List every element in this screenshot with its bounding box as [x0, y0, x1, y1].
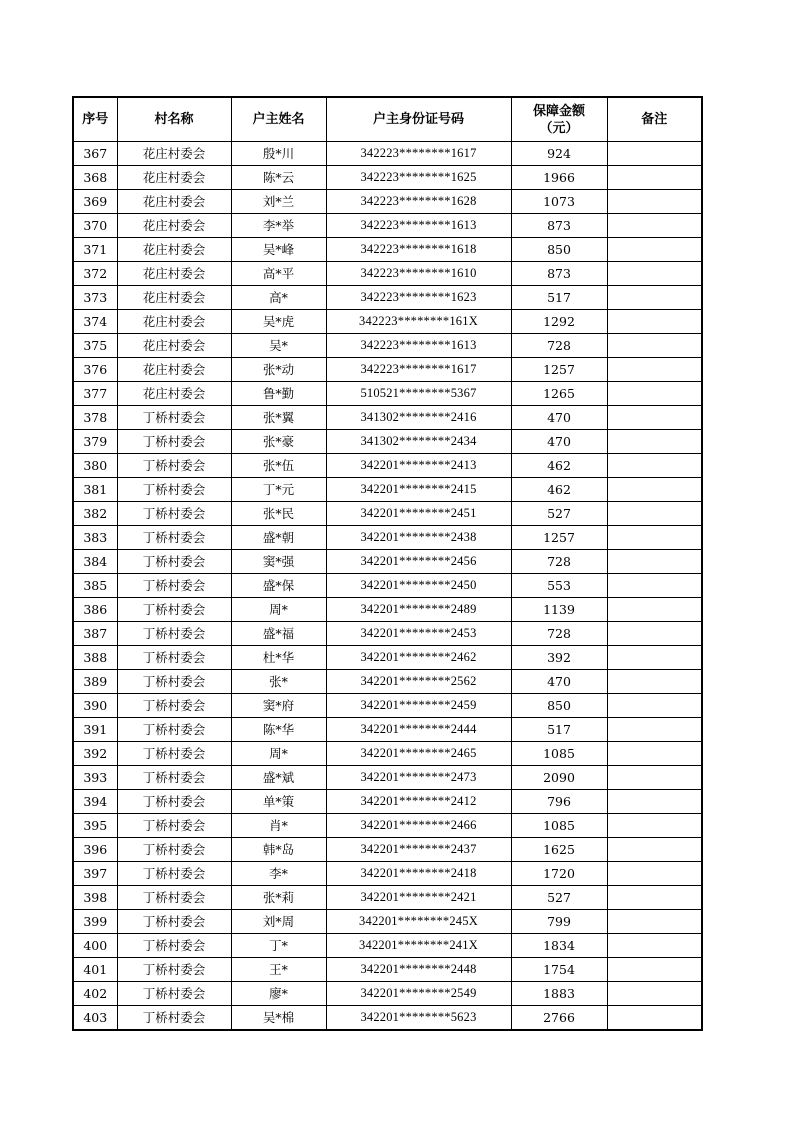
village-cell: 花庄村委会 [117, 334, 231, 358]
seq-cell: 373 [73, 286, 117, 310]
seq-cell: 374 [73, 310, 117, 334]
amount-cell: 1257 [511, 358, 607, 382]
head-name-cell: 盛*福 [231, 622, 326, 646]
remark-cell [607, 670, 702, 694]
village-cell: 丁桥村委会 [117, 790, 231, 814]
village-cell: 丁桥村委会 [117, 598, 231, 622]
id-number-cell: 342223********161X [326, 310, 511, 334]
village-cell: 丁桥村委会 [117, 1006, 231, 1031]
amount-cell: 1625 [511, 838, 607, 862]
table-row [73, 406, 702, 430]
amount-cell: 873 [511, 214, 607, 238]
header-amount-line2: （元） [539, 120, 579, 136]
amount-cell: 527 [511, 502, 607, 526]
village-cell: 丁桥村委会 [117, 886, 231, 910]
seq-cell: 384 [73, 550, 117, 574]
seq-cell: 375 [73, 334, 117, 358]
head-name-cell: 张*动 [231, 358, 326, 382]
village-cell: 花庄村委会 [117, 214, 231, 238]
remark-cell [607, 406, 702, 430]
seq-cell: 381 [73, 478, 117, 502]
remark-cell [607, 238, 702, 262]
village-cell: 丁桥村委会 [117, 982, 231, 1006]
village-cell: 丁桥村委会 [117, 430, 231, 454]
amount-cell: 1257 [511, 526, 607, 550]
seq-cell: 383 [73, 526, 117, 550]
village-cell: 花庄村委会 [117, 142, 231, 166]
table-row [73, 382, 702, 406]
remark-cell [607, 166, 702, 190]
id-number-cell: 342201********2418 [326, 862, 511, 886]
seq-cell: 378 [73, 406, 117, 430]
remark-cell [607, 958, 702, 982]
id-number-cell: 342201********2466 [326, 814, 511, 838]
village-cell: 丁桥村委会 [117, 934, 231, 958]
seq-cell: 382 [73, 502, 117, 526]
remark-cell [607, 454, 702, 478]
seq-cell: 403 [73, 1006, 117, 1031]
amount-cell: 1139 [511, 598, 607, 622]
head-name-cell: 杜*华 [231, 646, 326, 670]
remark-cell [607, 358, 702, 382]
table-row [73, 502, 702, 526]
remark-cell [607, 286, 702, 310]
seq-cell: 372 [73, 262, 117, 286]
table-row [73, 838, 702, 862]
seq-cell: 397 [73, 862, 117, 886]
village-cell: 丁桥村委会 [117, 718, 231, 742]
village-cell: 花庄村委会 [117, 358, 231, 382]
village-cell: 丁桥村委会 [117, 814, 231, 838]
head-name-cell: 高*平 [231, 262, 326, 286]
amount-cell: 850 [511, 694, 607, 718]
amount-cell: 2090 [511, 766, 607, 790]
id-number-cell: 342201********2473 [326, 766, 511, 790]
seq-cell: 370 [73, 214, 117, 238]
seq-cell: 393 [73, 766, 117, 790]
table-row [73, 958, 702, 982]
table-row [73, 550, 702, 574]
id-number-cell: 342201********2444 [326, 718, 511, 742]
remark-cell [607, 382, 702, 406]
remark-cell [607, 886, 702, 910]
village-cell: 丁桥村委会 [117, 910, 231, 934]
head-name-cell: 吴*棉 [231, 1006, 326, 1031]
table-row [73, 190, 702, 214]
seq-cell: 380 [73, 454, 117, 478]
head-name-cell: 周* [231, 598, 326, 622]
seq-cell: 389 [73, 670, 117, 694]
amount-cell: 470 [511, 670, 607, 694]
id-number-cell: 342201********2562 [326, 670, 511, 694]
remark-cell [607, 766, 702, 790]
table-row [73, 262, 702, 286]
remark-cell [607, 910, 702, 934]
id-number-cell: 342201********2462 [326, 646, 511, 670]
header-village: 村名称 [117, 97, 231, 142]
table-row [73, 1006, 702, 1031]
table-row [73, 334, 702, 358]
id-number-cell: 341302********2434 [326, 430, 511, 454]
remark-cell [607, 982, 702, 1006]
table-row [73, 310, 702, 334]
id-number-cell: 342201********2456 [326, 550, 511, 574]
id-number-cell: 342223********1617 [326, 358, 511, 382]
village-cell: 丁桥村委会 [117, 862, 231, 886]
table-row [73, 934, 702, 958]
village-cell: 丁桥村委会 [117, 406, 231, 430]
remark-cell [607, 526, 702, 550]
remark-cell [607, 478, 702, 502]
head-name-cell: 廖* [231, 982, 326, 1006]
amount-cell: 517 [511, 718, 607, 742]
seq-cell: 385 [73, 574, 117, 598]
amount-cell: 1966 [511, 166, 607, 190]
id-number-cell: 342201********2465 [326, 742, 511, 766]
amount-cell: 462 [511, 478, 607, 502]
id-number-cell: 342223********1613 [326, 334, 511, 358]
id-number-cell: 342201********2413 [326, 454, 511, 478]
amount-cell: 1085 [511, 742, 607, 766]
id-number-cell: 342201********2453 [326, 622, 511, 646]
id-number-cell: 342223********1610 [326, 262, 511, 286]
id-number-cell: 342201********245X [326, 910, 511, 934]
id-number-cell: 342201********2549 [326, 982, 511, 1006]
id-number-cell: 342201********5623 [326, 1006, 511, 1031]
seq-cell: 376 [73, 358, 117, 382]
head-name-cell: 单*策 [231, 790, 326, 814]
amount-cell: 470 [511, 406, 607, 430]
table-row [73, 454, 702, 478]
amount-cell: 517 [511, 286, 607, 310]
id-number-cell: 342223********1628 [326, 190, 511, 214]
seq-cell: 367 [73, 142, 117, 166]
remark-cell [607, 646, 702, 670]
id-number-cell: 342223********1623 [326, 286, 511, 310]
table-row [73, 718, 702, 742]
table-row [73, 790, 702, 814]
village-cell: 丁桥村委会 [117, 478, 231, 502]
seq-cell: 391 [73, 718, 117, 742]
amount-cell: 2766 [511, 1006, 607, 1031]
id-number-cell: 342201********2415 [326, 478, 511, 502]
seq-cell: 402 [73, 982, 117, 1006]
head-name-cell: 王* [231, 958, 326, 982]
head-name-cell: 刘*周 [231, 910, 326, 934]
village-cell: 丁桥村委会 [117, 454, 231, 478]
head-name-cell: 李*举 [231, 214, 326, 238]
table-row [73, 214, 702, 238]
amount-cell: 1720 [511, 862, 607, 886]
id-number-cell: 342201********2438 [326, 526, 511, 550]
seq-cell: 390 [73, 694, 117, 718]
village-cell: 丁桥村委会 [117, 670, 231, 694]
village-cell: 丁桥村委会 [117, 550, 231, 574]
id-number-cell: 342201********2451 [326, 502, 511, 526]
remark-cell [607, 790, 702, 814]
head-name-cell: 丁*元 [231, 478, 326, 502]
remark-cell [607, 934, 702, 958]
id-number-cell: 342201********2437 [326, 838, 511, 862]
remark-cell [607, 142, 702, 166]
seq-cell: 395 [73, 814, 117, 838]
head-name-cell: 张*翼 [231, 406, 326, 430]
seq-cell: 396 [73, 838, 117, 862]
head-name-cell: 李* [231, 862, 326, 886]
id-number-cell: 342201********2459 [326, 694, 511, 718]
table-body [73, 142, 702, 1031]
head-name-cell: 窦*强 [231, 550, 326, 574]
remark-cell [607, 814, 702, 838]
seq-cell: 369 [73, 190, 117, 214]
amount-cell: 728 [511, 550, 607, 574]
amount-cell: 553 [511, 574, 607, 598]
remark-cell [607, 598, 702, 622]
head-name-cell: 张* [231, 670, 326, 694]
village-cell: 丁桥村委会 [117, 622, 231, 646]
table-row [73, 430, 702, 454]
head-name-cell: 盛*朝 [231, 526, 326, 550]
table-row [73, 766, 702, 790]
head-name-cell: 陈*云 [231, 166, 326, 190]
remark-cell [607, 262, 702, 286]
amount-cell: 1883 [511, 982, 607, 1006]
village-cell: 花庄村委会 [117, 382, 231, 406]
header-seq: 序号 [73, 97, 117, 142]
head-name-cell: 肖* [231, 814, 326, 838]
head-name-cell: 陈*华 [231, 718, 326, 742]
remark-cell [607, 190, 702, 214]
remark-cell [607, 334, 702, 358]
amount-cell: 1073 [511, 190, 607, 214]
header-amount-line1: 保障金额 [532, 103, 585, 119]
table-row [73, 142, 702, 166]
seq-cell: 400 [73, 934, 117, 958]
table-row [73, 166, 702, 190]
table-row [73, 286, 702, 310]
remark-cell [607, 742, 702, 766]
table-row [73, 238, 702, 262]
amount-cell: 1265 [511, 382, 607, 406]
head-name-cell: 张*伍 [231, 454, 326, 478]
seq-cell: 387 [73, 622, 117, 646]
amount-cell: 1085 [511, 814, 607, 838]
amount-cell: 728 [511, 622, 607, 646]
remark-cell [607, 550, 702, 574]
remark-cell [607, 862, 702, 886]
village-cell: 丁桥村委会 [117, 526, 231, 550]
table-row [73, 862, 702, 886]
village-cell: 丁桥村委会 [117, 958, 231, 982]
id-number-cell: 342201********2489 [326, 598, 511, 622]
amount-cell: 462 [511, 454, 607, 478]
village-cell: 丁桥村委会 [117, 502, 231, 526]
table-row [73, 622, 702, 646]
id-number-cell: 510521********5367 [326, 382, 511, 406]
seq-cell: 392 [73, 742, 117, 766]
id-number-cell: 342223********1625 [326, 166, 511, 190]
id-number-cell: 341302********2416 [326, 406, 511, 430]
head-name-cell: 张*莉 [231, 886, 326, 910]
table-header [73, 97, 702, 142]
table-row [73, 814, 702, 838]
village-cell: 丁桥村委会 [117, 766, 231, 790]
head-name-cell: 吴*虎 [231, 310, 326, 334]
seq-cell: 388 [73, 646, 117, 670]
table-row [73, 982, 702, 1006]
remark-cell [607, 574, 702, 598]
seq-cell: 377 [73, 382, 117, 406]
amount-cell: 850 [511, 238, 607, 262]
head-name-cell: 韩*岛 [231, 838, 326, 862]
seq-cell: 379 [73, 430, 117, 454]
head-name-cell: 高* [231, 286, 326, 310]
header-id-number: 户主身份证号码 [326, 97, 511, 142]
amount-cell: 1834 [511, 934, 607, 958]
head-name-cell: 殷*川 [231, 142, 326, 166]
village-cell: 花庄村委会 [117, 310, 231, 334]
header-row [73, 97, 702, 142]
head-name-cell: 周* [231, 742, 326, 766]
seq-cell: 394 [73, 790, 117, 814]
village-cell: 丁桥村委会 [117, 694, 231, 718]
head-name-cell: 鲁*勤 [231, 382, 326, 406]
remark-cell [607, 694, 702, 718]
village-cell: 花庄村委会 [117, 238, 231, 262]
village-cell: 花庄村委会 [117, 286, 231, 310]
seq-cell: 386 [73, 598, 117, 622]
amount-cell: 392 [511, 646, 607, 670]
village-cell: 花庄村委会 [117, 166, 231, 190]
seq-cell: 401 [73, 958, 117, 982]
table-row [73, 478, 702, 502]
remark-cell [607, 430, 702, 454]
table-row [73, 358, 702, 382]
village-cell: 花庄村委会 [117, 190, 231, 214]
table-row [73, 574, 702, 598]
remark-cell [607, 838, 702, 862]
id-number-cell: 342201********2412 [326, 790, 511, 814]
head-name-cell: 吴*峰 [231, 238, 326, 262]
table-row [73, 910, 702, 934]
id-number-cell: 342201********2448 [326, 958, 511, 982]
remark-cell [607, 214, 702, 238]
seq-cell: 371 [73, 238, 117, 262]
head-name-cell: 盛*斌 [231, 766, 326, 790]
village-cell: 丁桥村委会 [117, 838, 231, 862]
head-name-cell: 窦*府 [231, 694, 326, 718]
table-row [73, 886, 702, 910]
head-name-cell: 张*民 [231, 502, 326, 526]
remark-cell [607, 718, 702, 742]
header-amount [511, 97, 607, 142]
table-row [73, 742, 702, 766]
remark-cell [607, 1006, 702, 1031]
id-number-cell: 342223********1618 [326, 238, 511, 262]
seq-cell: 398 [73, 886, 117, 910]
seq-cell: 399 [73, 910, 117, 934]
village-cell: 丁桥村委会 [117, 646, 231, 670]
amount-cell: 799 [511, 910, 607, 934]
amount-cell: 1292 [511, 310, 607, 334]
head-name-cell: 盛*保 [231, 574, 326, 598]
remark-cell [607, 502, 702, 526]
amount-cell: 728 [511, 334, 607, 358]
head-name-cell: 张*豪 [231, 430, 326, 454]
table-row [73, 646, 702, 670]
id-number-cell: 342201********2450 [326, 574, 511, 598]
village-cell: 丁桥村委会 [117, 742, 231, 766]
amount-cell: 527 [511, 886, 607, 910]
header-head-name: 户主姓名 [231, 97, 326, 142]
remark-cell [607, 310, 702, 334]
table-row [73, 670, 702, 694]
id-number-cell: 342201********2421 [326, 886, 511, 910]
id-number-cell: 342223********1613 [326, 214, 511, 238]
head-name-cell: 丁* [231, 934, 326, 958]
table-row [73, 694, 702, 718]
header-remarks: 备注 [607, 97, 702, 142]
table-row [73, 526, 702, 550]
amount-cell: 924 [511, 142, 607, 166]
village-cell: 丁桥村委会 [117, 574, 231, 598]
village-cell: 花庄村委会 [117, 262, 231, 286]
remark-cell [607, 622, 702, 646]
seq-cell: 368 [73, 166, 117, 190]
table-row [73, 598, 702, 622]
amount-cell: 470 [511, 430, 607, 454]
amount-cell: 1754 [511, 958, 607, 982]
id-number-cell: 342223********1617 [326, 142, 511, 166]
head-name-cell: 刘*兰 [231, 190, 326, 214]
amount-cell: 873 [511, 262, 607, 286]
id-number-cell: 342201********241X [326, 934, 511, 958]
amount-cell: 796 [511, 790, 607, 814]
security-fund-table [72, 96, 703, 1031]
head-name-cell: 吴* [231, 334, 326, 358]
